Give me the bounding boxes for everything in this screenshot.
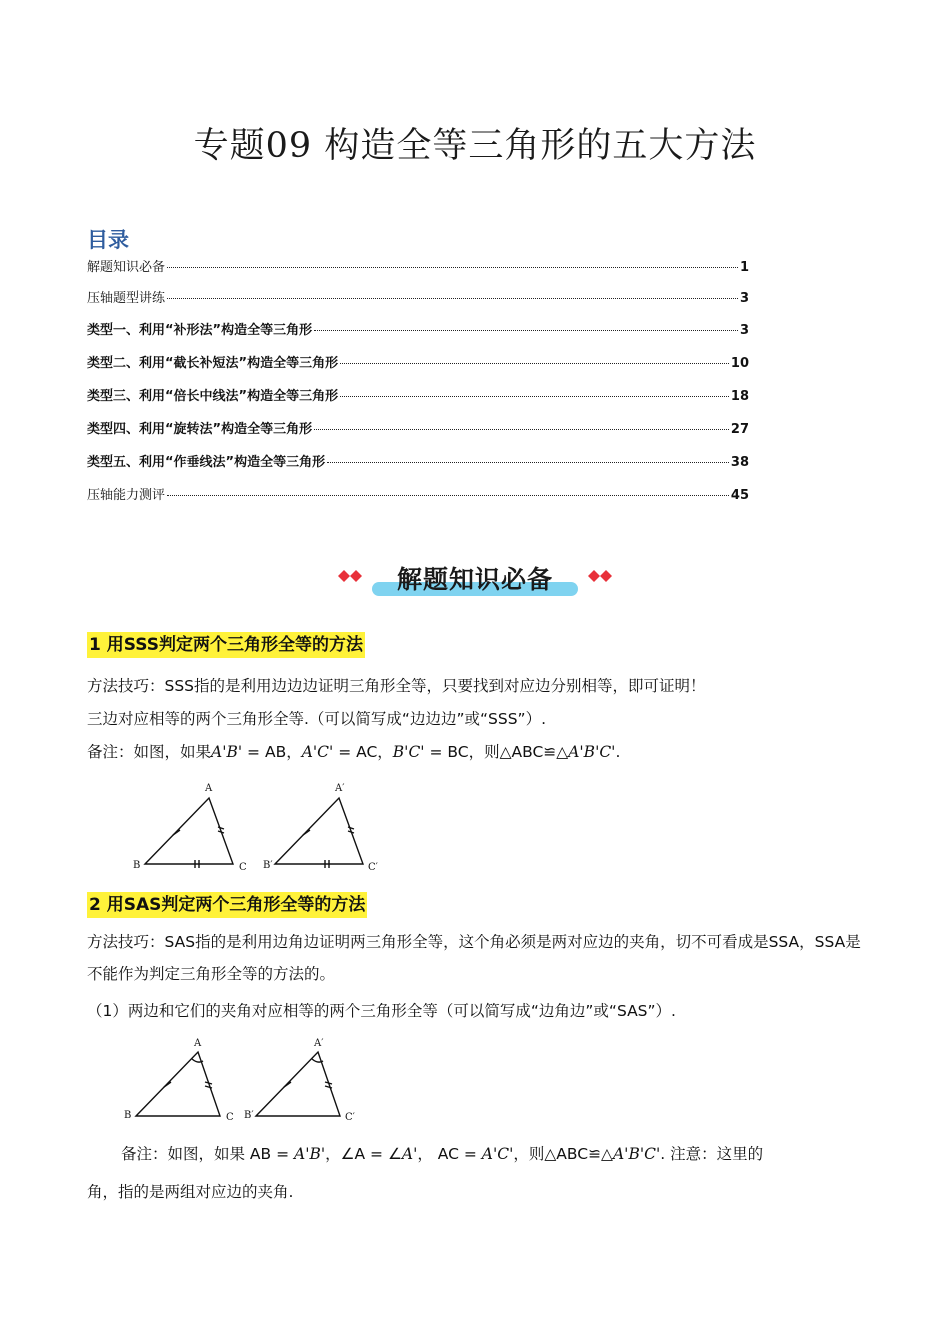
math-term: A'B' bbox=[211, 743, 243, 761]
toc-item[interactable] bbox=[87, 319, 749, 339]
section1-method: 方法技巧：SSS指的是利用边边边证明三角形全等，只要找到对应边分别相等，即可证明！ bbox=[87, 677, 706, 695]
toc-item-page: 45 bbox=[730, 488, 749, 503]
math-term: A'C' bbox=[301, 743, 334, 761]
section1-note bbox=[87, 740, 620, 762]
toc-leader bbox=[327, 462, 729, 463]
toc-leader bbox=[167, 267, 738, 268]
toc-item-page: 1 bbox=[739, 260, 749, 275]
vertex-label: A bbox=[194, 1038, 202, 1049]
sss-figure bbox=[125, 778, 390, 878]
toc-item-page: 38 bbox=[730, 455, 749, 470]
toc-item-page: 3 bbox=[739, 291, 749, 306]
note-text: . 注意：这里的 bbox=[660, 1145, 764, 1163]
banner-title: 解题知识必备 bbox=[396, 565, 553, 594]
section2-heading: 2 用SAS判定两个三角形全等的方法 bbox=[87, 892, 367, 918]
toc-item[interactable] bbox=[87, 256, 749, 276]
vertex-label: C′ bbox=[345, 1112, 355, 1123]
note-text: = AC， bbox=[333, 743, 393, 761]
diamond-right-icon bbox=[588, 570, 612, 582]
vertex-label: A bbox=[205, 783, 213, 794]
vertex-label: B bbox=[124, 1110, 132, 1121]
vertex-label: B′ bbox=[244, 1110, 254, 1121]
math-term: A'B'C' bbox=[612, 1145, 661, 1163]
toc-item-label: 类型五、利用“作垂线法”构造全等三角形 bbox=[87, 455, 326, 470]
note-text: . bbox=[615, 743, 621, 761]
toc-item-label: 压轴题型讲练 bbox=[87, 291, 166, 306]
section1-rule: 三边对应相等的两个三角形全等.（可以简写成“边边边”或“SSS”）. bbox=[87, 710, 546, 728]
section2-note bbox=[121, 1142, 763, 1164]
math-term: B'C' bbox=[392, 743, 425, 761]
math-term: A'C' bbox=[481, 1145, 514, 1163]
section2-rule: （1）两边和它们的夹角对应相等的两个三角形全等（可以简写成“边角边”或“SAS”）. bbox=[87, 1002, 676, 1020]
math-term: A'B' bbox=[294, 1145, 326, 1163]
sas-figure bbox=[120, 1036, 370, 1126]
toc-item-label: 类型三、利用“倍长中线法”构造全等三角形 bbox=[87, 389, 339, 404]
toc-item[interactable] bbox=[87, 287, 749, 307]
toc-item-page: 3 bbox=[739, 323, 749, 338]
vertex-label: C bbox=[239, 862, 247, 873]
toc-item[interactable] bbox=[87, 451, 749, 471]
note-text: ，则△ABC≌△ bbox=[513, 1145, 613, 1163]
vertex-label: B′ bbox=[263, 860, 273, 871]
diamond-left-icon bbox=[338, 570, 362, 582]
section2-method: 方法技巧：SAS指的是利用边角边证明两三角形全等，这个角必须是两对应边的夹角，切不可看成是SSA，SSA是不能作为判定三角形全等的方法的。 bbox=[87, 933, 861, 983]
section2-note-cont: 角，指的是两组对应边的夹角. bbox=[87, 1183, 294, 1201]
toc-item[interactable] bbox=[87, 352, 749, 372]
toc-leader bbox=[167, 298, 738, 299]
toc-item[interactable] bbox=[87, 418, 749, 438]
toc-leader bbox=[314, 330, 738, 331]
vertex-label: A′ bbox=[335, 783, 345, 794]
toc-item-page: 10 bbox=[730, 356, 749, 371]
toc-item-label: 类型一、利用“补形法”构造全等三角形 bbox=[87, 323, 313, 338]
toc-item-label: 类型二、利用“截长补短法”构造全等三角形 bbox=[87, 356, 339, 371]
toc-leader bbox=[167, 495, 729, 496]
vertex-label: C′ bbox=[368, 862, 378, 873]
toc-item-page: 27 bbox=[730, 422, 749, 437]
note-text: 备注：如图，如果 AB = bbox=[121, 1145, 295, 1163]
note-text: 备注：如图，如果 bbox=[87, 743, 212, 761]
toc-heading: 目录 bbox=[87, 228, 129, 252]
toc-leader bbox=[340, 396, 729, 397]
note-text: = BC，则△ABC≌△ bbox=[424, 743, 569, 761]
page-title: 专题09 构造全等三角形的五大方法 bbox=[193, 126, 757, 166]
toc-item[interactable] bbox=[87, 385, 749, 405]
note-text: ，∠A = ∠ bbox=[325, 1145, 402, 1163]
toc-leader bbox=[314, 429, 729, 430]
vertex-label: A′ bbox=[314, 1038, 324, 1049]
toc-leader bbox=[340, 363, 729, 364]
math-term: A' bbox=[401, 1145, 418, 1163]
vertex-label: C bbox=[226, 1112, 234, 1123]
toc-item[interactable] bbox=[87, 484, 749, 504]
vertex-label: B bbox=[133, 860, 141, 871]
toc-item-page: 18 bbox=[730, 389, 749, 404]
toc-item-label: 解题知识必备 bbox=[87, 260, 166, 275]
note-text: ， AC = bbox=[417, 1145, 482, 1163]
toc-item-label: 压轴能力测评 bbox=[87, 488, 166, 503]
toc-item-label: 类型四、利用“旋转法”构造全等三角形 bbox=[87, 422, 313, 437]
math-term: A'B'C' bbox=[568, 743, 616, 761]
note-text: = AB， bbox=[242, 743, 302, 761]
section1-heading: 1 用SSS判定两个三角形全等的方法 bbox=[87, 632, 365, 658]
